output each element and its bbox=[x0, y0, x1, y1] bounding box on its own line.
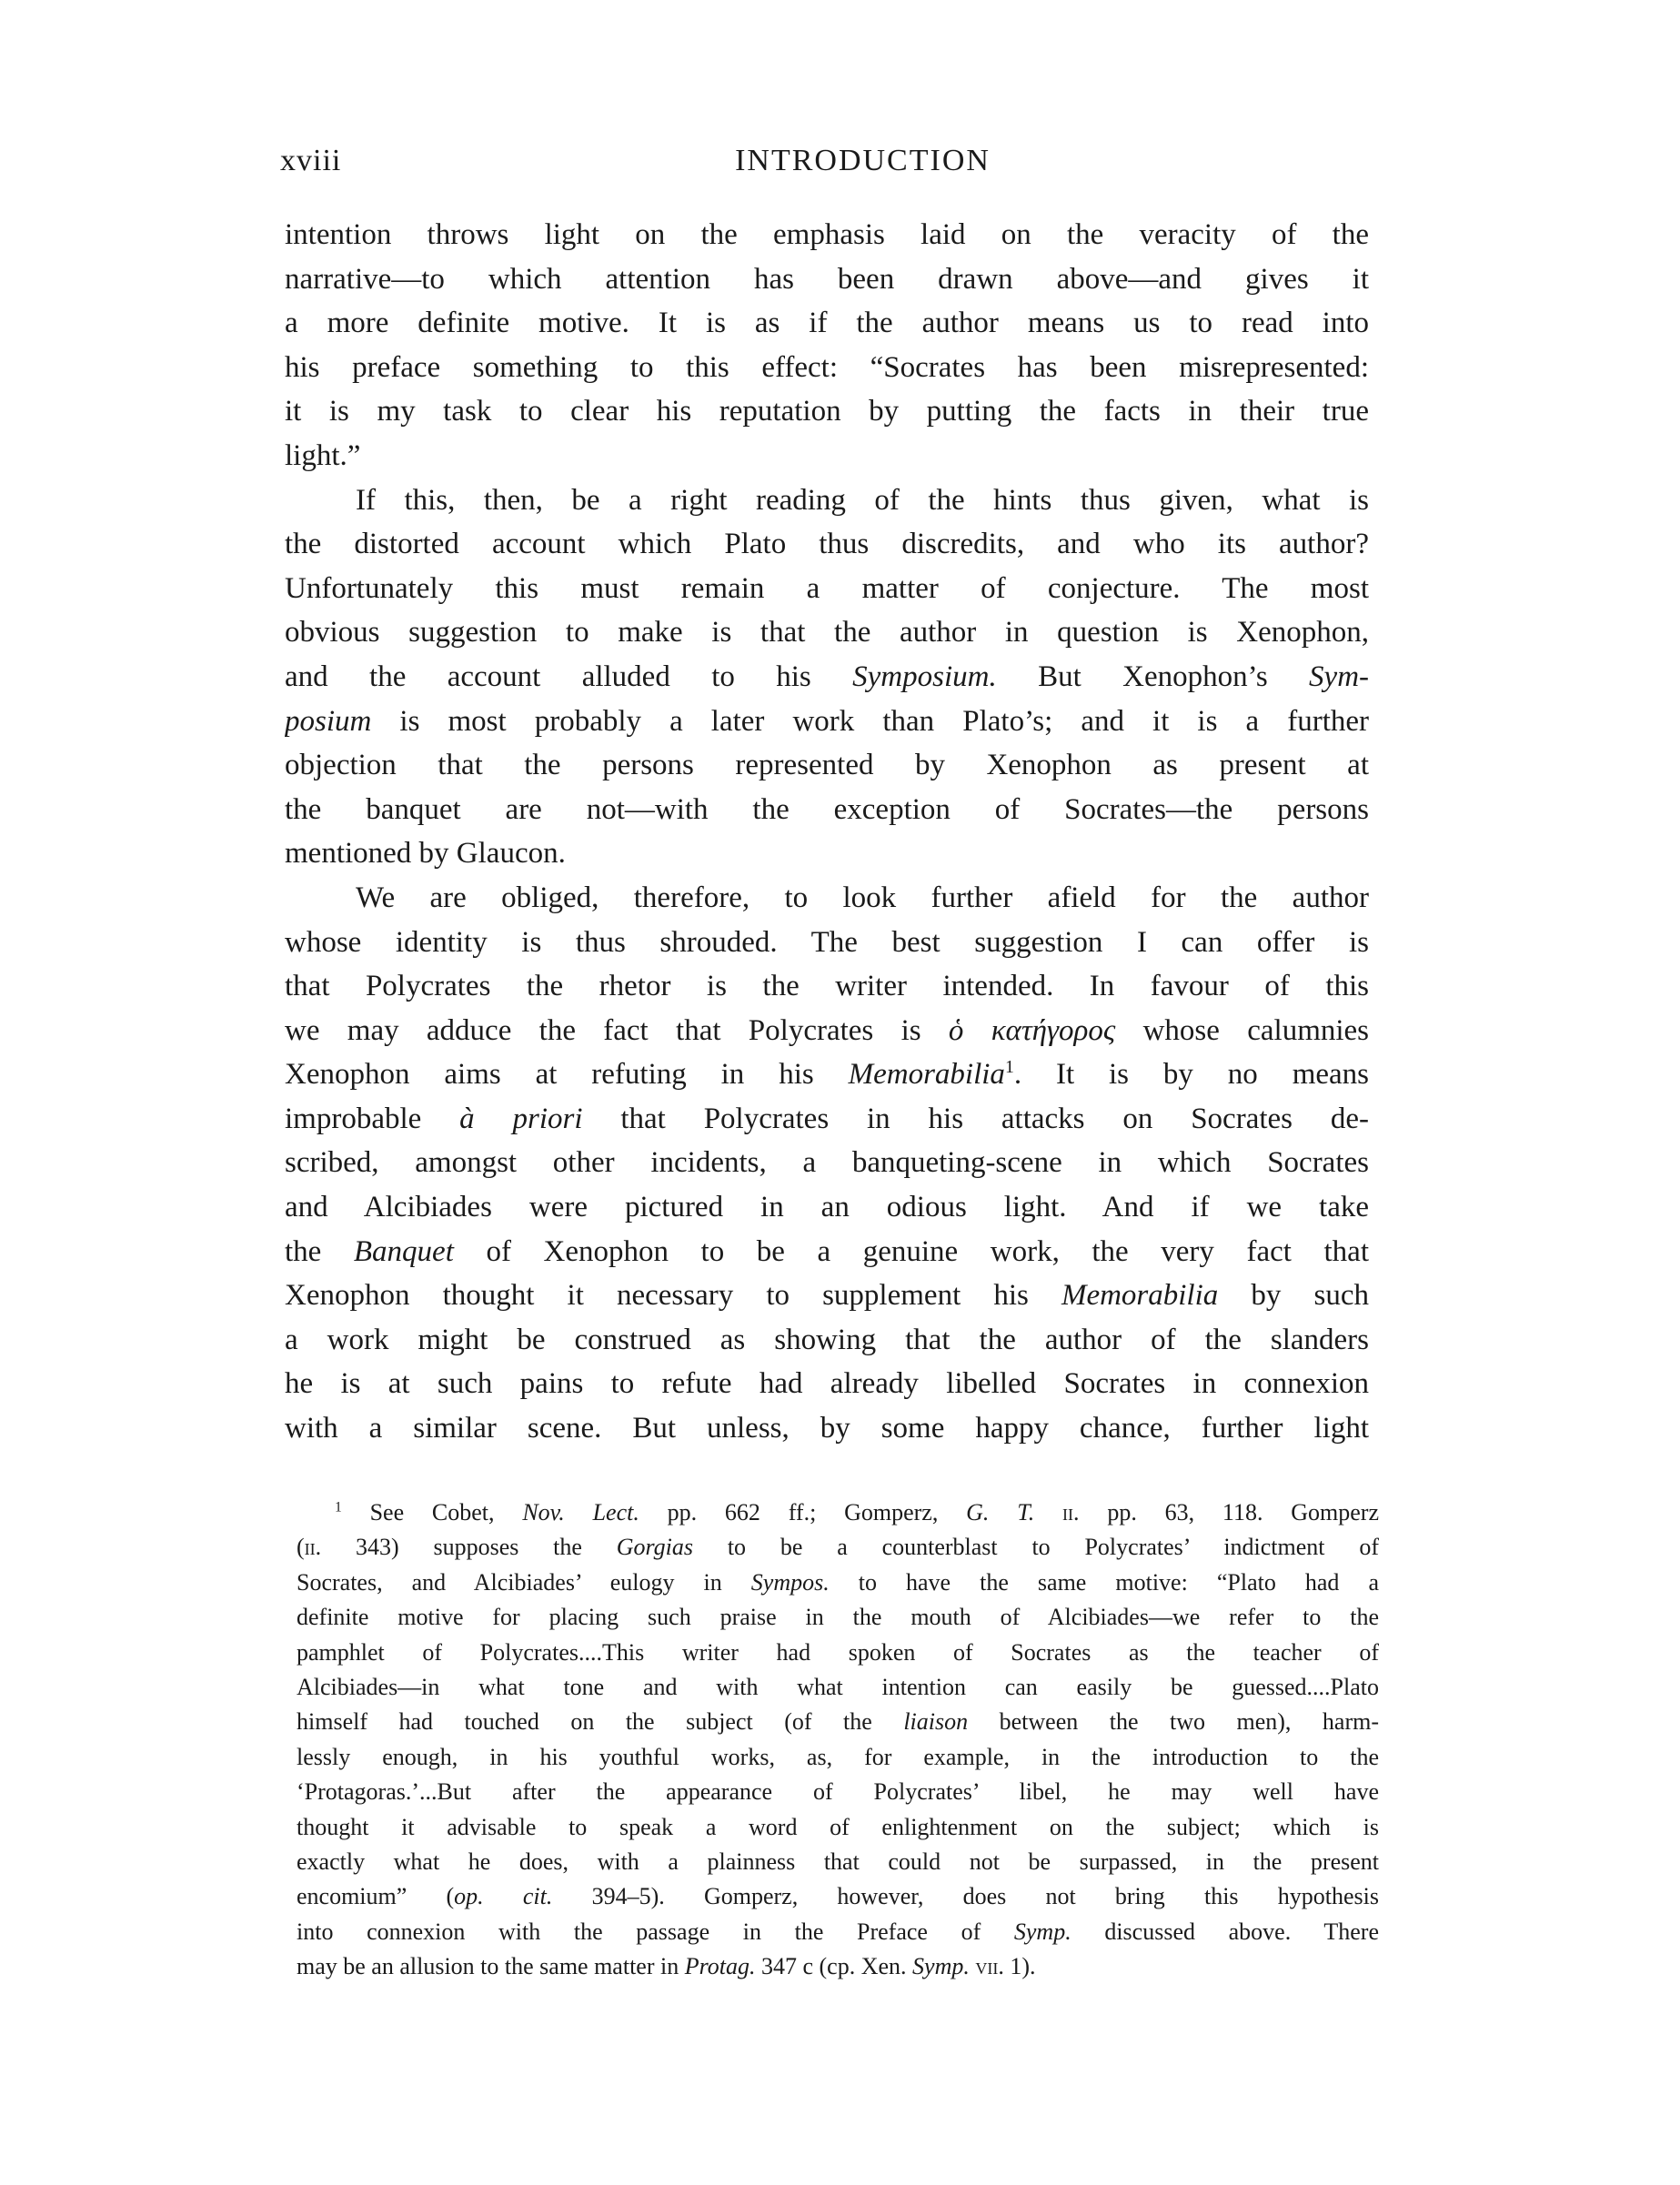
italic-run: Sym- bbox=[1309, 660, 1369, 693]
text-run: with a similar scene. But unless, by some happy chance, further light bbox=[285, 1412, 1369, 1445]
text-run: the banquet are not—with the exception of Socrates—the persons bbox=[285, 792, 1369, 826]
footnote-line bbox=[297, 1740, 1379, 1775]
text-run: If this, then, be a right reading of the hints thus given, what is bbox=[356, 483, 1369, 517]
footnote-line bbox=[297, 1775, 1379, 1809]
text-run: ‘Protagoras.’...But after the appearance of Polycrates’ libel, he may well have bbox=[297, 1778, 1379, 1806]
italic-run: posium bbox=[285, 704, 372, 738]
text-line bbox=[285, 478, 1369, 523]
text-line bbox=[285, 1009, 1369, 1053]
text-run: encomium” ( bbox=[297, 1883, 455, 1910]
text-run: a more definite motive. It is as if the author means us to read into bbox=[285, 307, 1369, 340]
italic-run: Symposium. bbox=[852, 660, 997, 693]
text-run: the bbox=[285, 1234, 354, 1268]
text-run: we may adduce the fact that Polycrates is bbox=[285, 1013, 949, 1047]
text-line bbox=[285, 1406, 1369, 1451]
text-line bbox=[285, 1230, 1369, 1274]
italic-run: Memorabilia bbox=[1061, 1279, 1219, 1313]
text-line bbox=[285, 567, 1369, 611]
text-run: lessly enough, in his youthful works, as, for example, in the introduction to the bbox=[297, 1743, 1379, 1770]
text-line bbox=[285, 610, 1369, 655]
text-run: his preface something to this effect: “Socrates has been misrepresented: bbox=[285, 350, 1369, 384]
footnote-line bbox=[297, 1879, 1379, 1914]
italic-run: à priori bbox=[459, 1102, 583, 1135]
text-run: 343) supposes the bbox=[321, 1534, 617, 1561]
page-number: xviii bbox=[280, 144, 342, 177]
text-run: the distorted account which Plato thus discredits, and who its author? bbox=[285, 528, 1369, 561]
text-line bbox=[285, 301, 1369, 346]
text-run: whose calumnies bbox=[1115, 1013, 1369, 1047]
italic-run: G. T. bbox=[966, 1499, 1035, 1525]
italic-run: ὁ κατήγορος bbox=[948, 1013, 1116, 1047]
text-line bbox=[285, 921, 1369, 965]
footnote-marker: 1 bbox=[335, 1499, 342, 1515]
footnote-line bbox=[297, 1845, 1379, 1879]
footnote-line bbox=[297, 1810, 1379, 1845]
text-run: that Polycrates in his attacks on Socrates de- bbox=[582, 1102, 1369, 1135]
footnote-line bbox=[297, 1530, 1379, 1565]
text-run: is most probably a later work than Plato’s; and it is a further bbox=[371, 704, 1369, 738]
text-line bbox=[285, 1052, 1369, 1097]
italic-run: Gorgias bbox=[616, 1534, 694, 1561]
italic-run: Memorabilia bbox=[848, 1058, 1005, 1092]
italic-run: Protag. bbox=[684, 1953, 756, 1980]
text-run: definite motive for placing such praise in the mouth of Alcibiades—we refer to the bbox=[297, 1604, 1379, 1631]
text-run: But Xenophon’s bbox=[996, 660, 1310, 693]
italic-run: op. cit. bbox=[454, 1883, 553, 1910]
text-line bbox=[285, 655, 1369, 700]
text-run: pp. 662 ff.; Gomperz, bbox=[639, 1499, 967, 1525]
italic-run: liaison bbox=[903, 1708, 969, 1736]
text-run: of Xenophon to be a genuine work, the very fact that bbox=[453, 1234, 1369, 1268]
text-run: See Cobet, bbox=[341, 1499, 523, 1525]
text-run: he is at such pains to refute had already libelled Socrates in connexion bbox=[285, 1367, 1369, 1401]
text-line bbox=[285, 831, 1369, 876]
italic-run: Banquet bbox=[353, 1234, 454, 1268]
text-line bbox=[285, 1141, 1369, 1185]
text-run: pamphlet of Polycrates....This writer had spoken of Socrates as the teacher of bbox=[297, 1638, 1379, 1666]
text-line bbox=[285, 700, 1369, 744]
text-line bbox=[285, 1097, 1369, 1142]
text-run: intention throws light on the emphasis laid on the veracity of the bbox=[285, 218, 1369, 251]
body-text bbox=[285, 213, 1369, 1451]
text-run: . It is by no means bbox=[1013, 1058, 1369, 1092]
text-run: 1). bbox=[1003, 1953, 1036, 1980]
text-run: by such bbox=[1218, 1279, 1369, 1313]
text-run: 347 c (cp. Xen. bbox=[755, 1953, 913, 1980]
text-line bbox=[285, 434, 1369, 478]
text-run: ( bbox=[297, 1534, 305, 1561]
italic-run: Symp. bbox=[1013, 1918, 1071, 1945]
small-caps-run: ii. bbox=[1062, 1499, 1080, 1525]
text-run: scribed, amongst other incidents, a banqueting-scene in which Socrates bbox=[285, 1146, 1369, 1180]
text-run: and the account alluded to his bbox=[285, 660, 853, 693]
text-run: 394–5). Gomperz, however, does not bring this hypothesis bbox=[552, 1883, 1379, 1910]
text-line bbox=[285, 1185, 1369, 1230]
text-run: himself had touched on the subject (of the bbox=[297, 1708, 904, 1736]
footnote-line bbox=[297, 1949, 1379, 1984]
footnote bbox=[297, 1495, 1379, 1984]
text-run: thought it advisable to speak a word of enlightenment on the subject; which is bbox=[297, 1813, 1379, 1840]
text-line bbox=[285, 1362, 1369, 1406]
text-run: objection that the persons represented by Xenophon as present at bbox=[285, 749, 1369, 782]
text-run: light.” bbox=[285, 438, 361, 472]
text-run: mentioned by Glaucon. bbox=[285, 837, 566, 871]
text-run: that Polycrates the rhetor is the writer intended. In favour of this bbox=[285, 970, 1369, 1003]
small-caps-run: vii. bbox=[975, 1953, 1004, 1980]
footnote-line bbox=[297, 1600, 1379, 1635]
text-run: to be a counterblast to Polycrates’ indictment of bbox=[693, 1534, 1379, 1561]
italic-run: Sympos. bbox=[750, 1568, 830, 1596]
text-line bbox=[285, 743, 1369, 788]
text-line bbox=[285, 876, 1369, 921]
text-run: Alcibiades—in what tone and with what intention can easily be guessed....Plato bbox=[297, 1673, 1379, 1700]
text-line bbox=[285, 257, 1369, 302]
text-run: We are obliged, therefore, to look further afield for the author bbox=[356, 881, 1369, 914]
text-line bbox=[285, 964, 1369, 1009]
footnote-line bbox=[297, 1636, 1379, 1670]
text-line bbox=[285, 522, 1369, 567]
text-run: it is my task to clear his reputation by putting the facts in their true bbox=[285, 395, 1369, 428]
text-run: to have the same motive: “Plato had a bbox=[829, 1568, 1379, 1596]
text-run: and Alcibiades were pictured in an odious light. And if we take bbox=[285, 1191, 1369, 1224]
text-run: whose identity is thus shrouded. The best suggestion I can offer is bbox=[285, 925, 1369, 959]
italic-run: Nov. Lect. bbox=[522, 1499, 639, 1525]
text-run: Xenophon thought it necessary to supplement his bbox=[285, 1279, 1061, 1313]
text-run: into connexion with the passage in the Preface of bbox=[297, 1918, 1014, 1945]
footnote-line bbox=[297, 1915, 1379, 1949]
text-run: between the two men), harm- bbox=[968, 1708, 1379, 1736]
footnote-marker: 1 bbox=[1004, 1057, 1014, 1078]
text-run: obvious suggestion to make is that the author in question is Xenophon, bbox=[285, 616, 1369, 649]
italic-run: Symp. bbox=[912, 1953, 970, 1980]
text-run: pp. 63, 118. Gomperz bbox=[1079, 1499, 1379, 1525]
text-run: discussed above. There bbox=[1071, 1918, 1379, 1945]
text-run: improbable bbox=[285, 1102, 460, 1135]
footnote-line bbox=[297, 1705, 1379, 1739]
text-line bbox=[285, 213, 1369, 257]
text-line bbox=[285, 346, 1369, 390]
text-line bbox=[285, 1274, 1369, 1318]
text-line bbox=[285, 389, 1369, 434]
text-run: Unfortunately this must remain a matter of conjecture. The most bbox=[285, 571, 1369, 605]
text-run: may be an allusion to the same matter in bbox=[297, 1953, 685, 1980]
text-run: Xenophon aims at refuting in his bbox=[285, 1058, 849, 1092]
text-line bbox=[285, 788, 1369, 832]
text-run: narrative—to which attention has been drawn above—and gives it bbox=[285, 262, 1369, 296]
footnote-line bbox=[297, 1495, 1379, 1530]
text-run bbox=[1034, 1499, 1062, 1525]
footnote-line bbox=[297, 1566, 1379, 1600]
running-title: INTRODUCTION bbox=[735, 144, 991, 177]
small-caps-run: ii. bbox=[304, 1534, 322, 1561]
footnote-line bbox=[297, 1670, 1379, 1705]
text-run: Socrates, and Alcibiades’ eulogy in bbox=[297, 1568, 751, 1596]
text-run: exactly what he does, with a plainness that could not be surpassed, in the present bbox=[297, 1848, 1379, 1875]
text-line bbox=[285, 1318, 1369, 1363]
text-run: a work might be construed as showing that the author of the slanders bbox=[285, 1323, 1369, 1356]
